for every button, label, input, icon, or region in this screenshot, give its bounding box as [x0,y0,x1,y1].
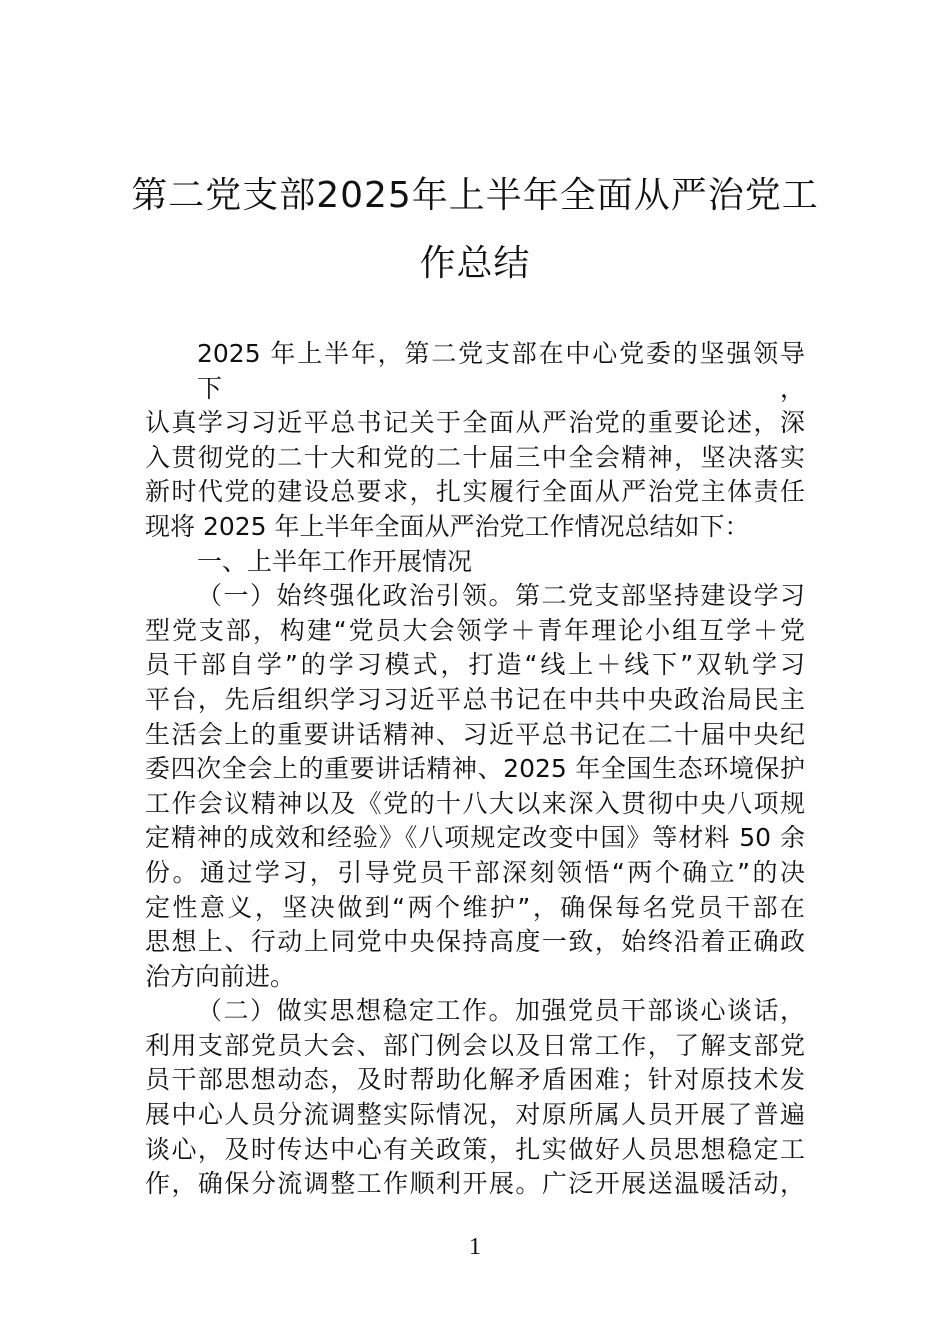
text-line: 认真学习习近平总书记关于全面从严治党的重要论述，深 [145,408,805,438]
text-line: 型党支部，构建“党员大会领学＋青年理论小组互学＋党 [145,615,805,645]
text-line: 谈心，及时传达中心有关政策，扎实做好人员思想稳定工 [145,1134,805,1164]
text-line: 定精神的成效和经验》《八项规定改变中国》等材料 50 余 [145,823,805,853]
text-line: 委四次全会上的重要讲话精神、2025 年全国生态环境保护 [145,754,805,784]
text-line: （一）始终强化政治引领。第二党支部坚持建设学习 [197,581,805,611]
text-line: 新时代党的建设总要求，扎实履行全面从严治党主体责任 [145,477,805,507]
document-body [145,337,805,1202]
paragraph [145,337,805,545]
paragraph [145,994,805,1202]
text-line: （二）做实思想稳定工作。加强党员干部谈心谈话， [197,996,805,1026]
text-line: 现将 2025 年上半年全面从严治党工作情况总结如下： [145,511,750,541]
text-line: 工作会议精神以及《党的十八大以来深入贯彻中央八项规 [145,788,805,818]
text-line: 思想上、行动上同党中央保持高度一致，始终沿着正确政 [145,927,805,957]
text-line: 平台，先后组织学习习近平总书记在中共中央政治局民主 [145,684,805,714]
paragraph [145,545,805,580]
text-line: 员干部自学”的学习模式，打造“线上＋线下”双轨学习 [145,650,805,680]
text-line: 治方向前进。 [145,961,296,991]
text-line: 份。通过学习，引导党员干部深刻领悟“两个确立”的决 [145,857,805,887]
text-line: 利用支部党员大会、部门例会以及日常工作，了解支部党 [145,1030,805,1060]
page-number: 1 [469,1233,481,1260]
text-line: 生活会上的重要讲话精神、习近平总书记在二十届中央纪 [145,719,805,749]
document-title-line-2: 作总结 [419,243,531,284]
text-line: 员干部思想动态，及时帮助化解矛盾困难；针对原技术发 [145,1065,805,1095]
paragraph [145,579,805,994]
document-title-line-1: 第二党支部2025年上半年全面从严治党工 [131,175,819,216]
text-line: 展中心人员分流调整实际情况，对原所属人员开展了普遍 [145,1100,805,1130]
text-line: 入贯彻党的二十大和党的二十届三中全会精神，坚决落实 [145,442,805,472]
text-line: 作，确保分流调整工作顺利开展。广泛开展送温暖活动， [145,1169,805,1199]
text-line: 定性意义，坚决做到“两个维护”，确保每名党员干部在 [145,892,805,922]
text-line: 一、上半年工作开展情况 [197,546,473,576]
text-line: 2025 年上半年，第二党支部在中心党委的坚强领导下， [197,339,805,403]
